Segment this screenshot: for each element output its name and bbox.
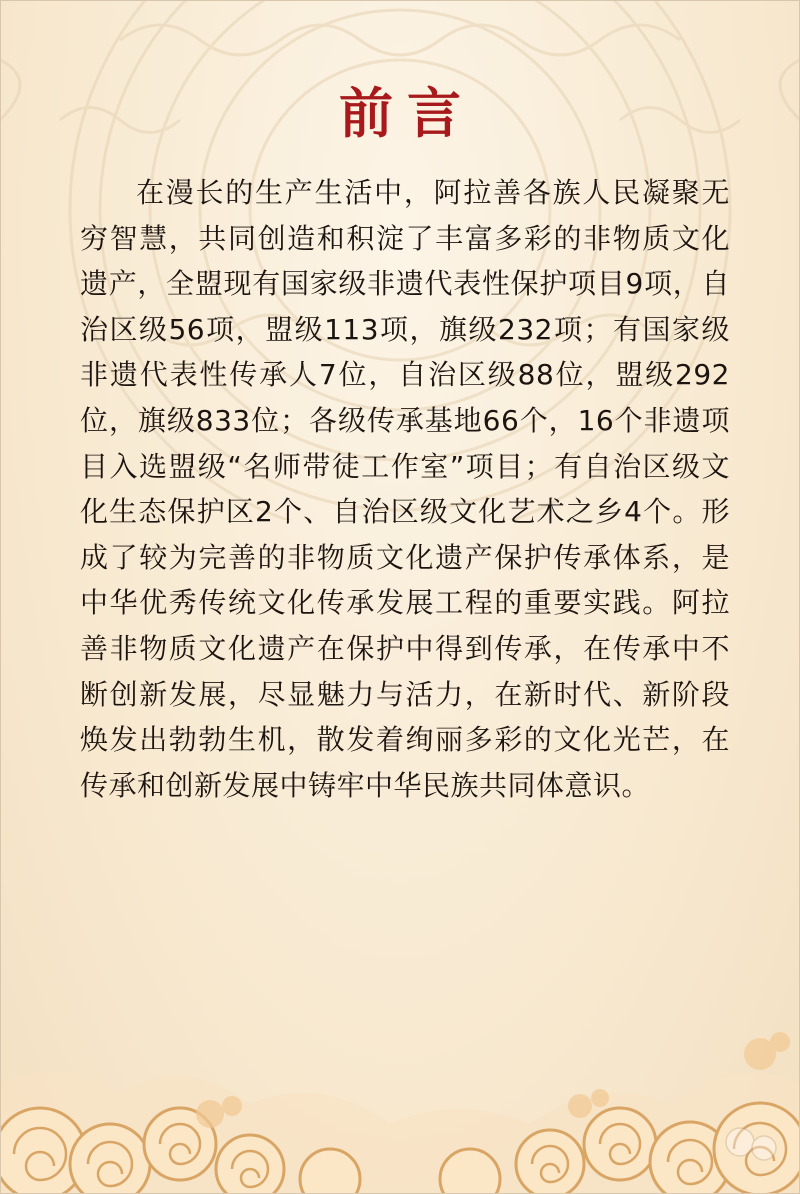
- preface-paragraph: 在漫长的生产生活中，阿拉善各族人民凝聚无穷智慧，共同创造和积淀了丰富多彩的非物质文化遗产，全盟现有国家级非遗代表性保护项目9项，自治区级56项，盟级113项，旗级232项；有国家级非遗代表性传承人7位，自治区级88位，盟级292位，旗级833位；各级传承基地66个，16个非遗项目入选盟级“名师带徒工作室”项目；有自治区级文化生态保护区2个、自治区级文化艺术之乡4个。形成了较为完善的非物质文化遗产保护传承体系，是中华优秀传统文化传承发展工程的重要实践。阿拉善非物质文化遗产在保护中得到传承，在传承中不断创新发展，尽显魅力与活力，在新时代、新阶段焕发出勃勃生机，散发着绚丽多彩的文化光芒，在传承和创新发展中铸牢中华民族共同体意识。: [80, 176, 730, 802]
- page-title: 前言: [339, 82, 475, 145]
